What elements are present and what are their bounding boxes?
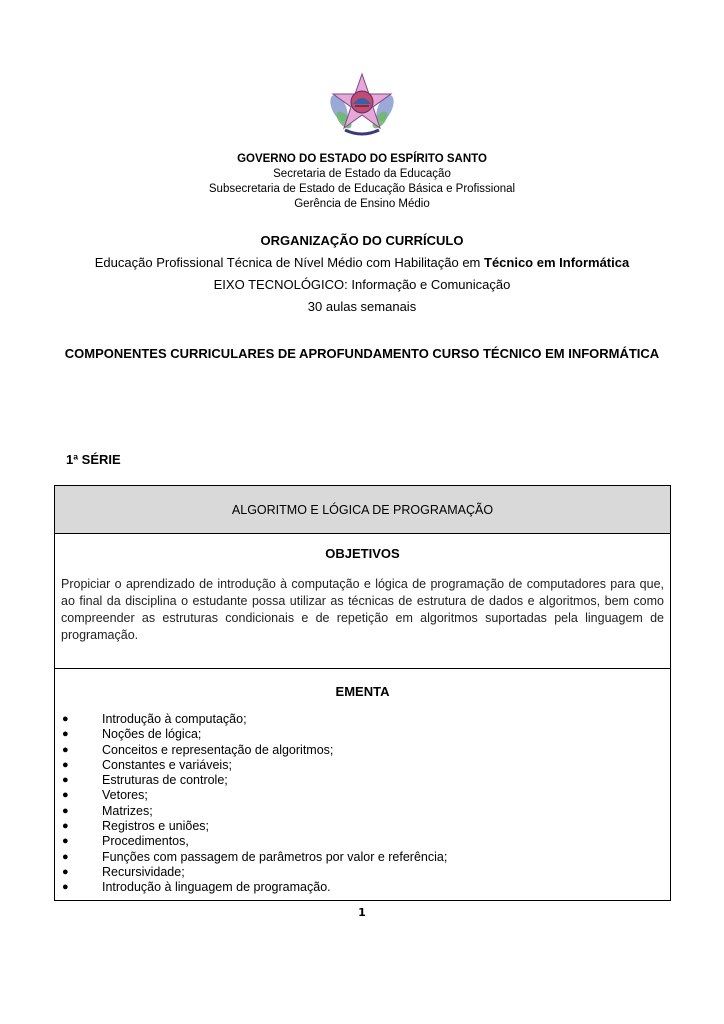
ementa-item-text: Procedimentos, — [102, 834, 189, 849]
bullet-icon: ● — [62, 835, 69, 848]
page-number: 1 — [358, 906, 366, 919]
ementa-item — [55, 834, 670, 849]
ementa-item — [55, 804, 670, 819]
ementa-item — [55, 788, 670, 803]
ementa-item-text: Introdução à computação; — [102, 712, 247, 726]
bullet-icon: ● — [62, 743, 69, 756]
components-title: COMPONENTES CURRICULARES DE APROFUNDAMENTO CURSO TÉCNICO EM INFORMÁTICA — [64, 346, 660, 361]
organization-title: ORGANIZAÇÃO DO CURRÍCULO — [260, 233, 464, 248]
qualification-name: Técnico em Informática — [484, 255, 630, 270]
subsecretariat-name: Subsecretaria de Estado de Educação Básica e Profissional — [208, 183, 516, 195]
technology-axis: EIXO TECNOLÓGICO: Informação e Comunicação — [213, 277, 511, 292]
ementa-item-text: Registros e uniões; — [102, 819, 210, 834]
bullet-icon: ● — [62, 789, 69, 802]
organization-block — [0, 230, 724, 318]
ementa-item — [55, 773, 670, 788]
objectives-text: Propiciar o aprendizado de introdução à computação e lógica de programação de computadores para que, ao final da disciplina o estudante possa utilizar as técnicas de estrutura de dados e algoritmos, bem como compreender as estruturas condicionais e de repetição em algoritmos suportadas pela linguagem de programação. — [61, 577, 664, 642]
discipline-name: ALGORITMO E LÓGICA DE PROGRAMAÇÃO — [55, 486, 670, 534]
discipline-table — [54, 485, 671, 901]
ementa-item — [55, 850, 670, 865]
bullet-icon: ● — [62, 820, 69, 833]
ementa-item-text: Recursividade; — [102, 864, 185, 879]
ementa-item-text: Introdução à linguagem de programação. — [102, 880, 331, 895]
bullet-icon: ● — [62, 804, 69, 817]
objectives-title: OBJETIVOS — [325, 546, 400, 561]
ementa-item — [55, 865, 670, 880]
qualification-prefix: Educação Profissional Técnica de Nível Médio com Habilitação em — [94, 255, 484, 270]
ementa-section — [55, 669, 670, 896]
ementa-item-text: Conceitos e representação de algoritmos; — [102, 742, 334, 757]
ementa-item-text: Matrizes; — [102, 803, 153, 818]
secretariat-name: Secretaria de Estado da Educação — [273, 168, 451, 180]
bullet-icon: ● — [62, 865, 69, 878]
bullet-icon: ● — [62, 758, 69, 771]
ementa-item — [55, 727, 670, 742]
ementa-item-text: Estruturas de controle; — [102, 773, 228, 788]
header-block — [0, 152, 724, 212]
ementa-item — [55, 819, 670, 834]
bullet-icon: ● — [62, 850, 69, 863]
objectives-section — [55, 534, 670, 669]
bullet-icon: ● — [62, 881, 69, 894]
ementa-item — [55, 758, 670, 773]
bullet-icon: ● — [62, 728, 69, 741]
ementa-list — [55, 712, 670, 896]
qualification-line — [0, 252, 724, 274]
ementa-title: EMENTA — [335, 684, 390, 699]
ementa-item-text: Funções com passagem de parâmetros por valor e referência; — [102, 849, 448, 864]
ementa-item — [55, 743, 670, 758]
bullet-icon: ● — [62, 774, 69, 787]
ementa-item — [55, 712, 670, 727]
government-name: GOVERNO DO ESTADO DO ESPÍRITO SANTO — [237, 153, 487, 165]
ementa-item-text: Vetores; — [102, 788, 148, 803]
state-seal-icon — [327, 70, 397, 140]
weekly-classes: 30 aulas semanais — [307, 299, 417, 314]
ementa-item — [55, 880, 670, 895]
grade-heading: 1ª SÉRIE — [66, 452, 121, 467]
bullet-icon: ● — [62, 713, 69, 725]
ementa-item-text: Noções de lógica; — [102, 727, 202, 742]
management-name: Gerência de Ensino Médio — [294, 198, 430, 210]
ementa-item-text: Constantes e variáveis; — [102, 757, 232, 772]
